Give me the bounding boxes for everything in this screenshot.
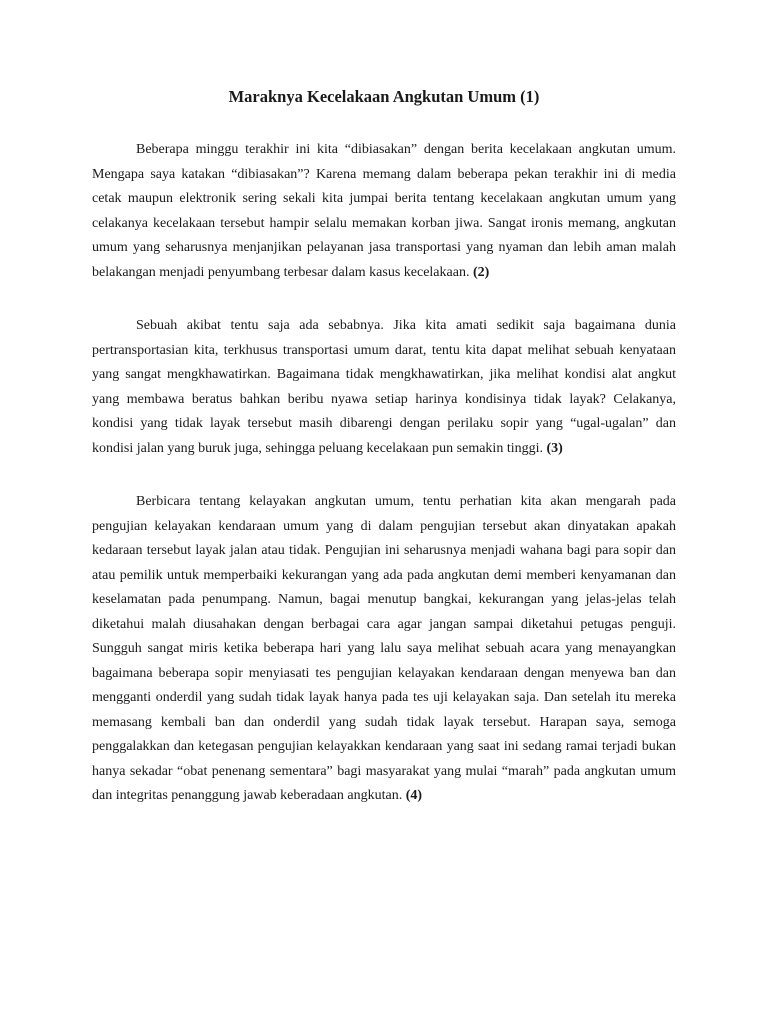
document-title: Maraknya Kecelakaan Angkutan Umum (1) (228, 87, 540, 106)
paragraph-ref: (3) (546, 440, 563, 456)
paragraph-text: Sebuah akibat tentu saja ada sebabnya. Jika kita amati sedikit saja bagaimana dunia pertransportasian kita, terkhusus transportasi umum darat, tentu kita dapat melihat sebuah kenyataan yang sangat mengkhawatirkan. Bagaimana tidak mengkhawatirkan, jika melihat kondisi alat angkut yang membawa beratus bahkan beribu nyawa setiap harinya kondisinya tidak layak? Celakanya, kondisi yang tidak layak tersebut masih dibarengi dengan perilaku sopir yang “ugal-ugalan” dan kondisi jalan yang buruk juga, sehingga peluang kecelakaan pun semakin tinggi. (92, 318, 676, 456)
paragraph-ref: (2) (472, 264, 490, 280)
document-page (92, 86, 676, 838)
paragraph-3 (92, 490, 676, 809)
paragraph-ref: (4) (405, 788, 423, 803)
paragraph-text: Beberapa minggu terakhir ini kita “dibiasakan” dengan berita kecelakaan angkutan umum. Mengapa saya katakan “dibiasakan”? Karena memang dalam beberapa pekan terakhir ini di media cetak maupun elektronik sering sekali kita jumpai berita tentang kecelakaan angkutan umum yang celakanya kecelakaan tersebut hampir selalu memakan korban jiwa. Sangat ironis memang, angkutan umum yang seharusnya menjanjikan pelayanan jasa transportasi yang nyaman dan lebih aman malah belakangan menjadi penyumbang terbesar dalam kasus kecelakaan. (92, 142, 676, 280)
paragraph-text: Berbicara tentang kelayakan angkutan umum, tentu perhatian kita akan mengarah pada pengujian kelayakan kendaraan umum yang di dalam pengujian tersebut akan dinyatakan apakah kedaraan tersebut layak jalan atau tidak. Pengujian ini seharusnya menjadi wahana bagi para sopir dan atau pemilik untuk memperbaiki kekurangan yang ada pada angkutan demi memberi kenyamanan dan keselamatan pada penumpang. Namun, bagai menutup bangkai, kekurangan yang jelas-jelas telah diketahui malah diusahakan dengan berbagai cara agar jangan sampai diketahui petugas penguji. Sungguh sangat miris ketika beberapa hari yang lalu saya melihat sebuah acara yang menayangkan bagaimana beberapa sopir menyiasati tes pengujian kelayakan kendaraan dengan menyewa ban dan mengganti onderdil yang sudah tidak layak hanya pada tes uji kelayakan saja. Dan setelah itu mereka memasang kembali ban dan onderdil yang sudah tidak layak tersebut. Harapan saya, semoga penggalakkan dan ketegasan pengujian kelayakkan kendaraan yang saat ini sedang ramai terjadi bukan hanya sekadar “obat penenang sementara” bagi masyarakat yang mulai “marah” pada angkutan umum dan integritas penanggung jawab keberadaan angkutan. (92, 494, 676, 803)
paragraph-1 (92, 138, 676, 285)
paragraph-2 (92, 314, 676, 461)
